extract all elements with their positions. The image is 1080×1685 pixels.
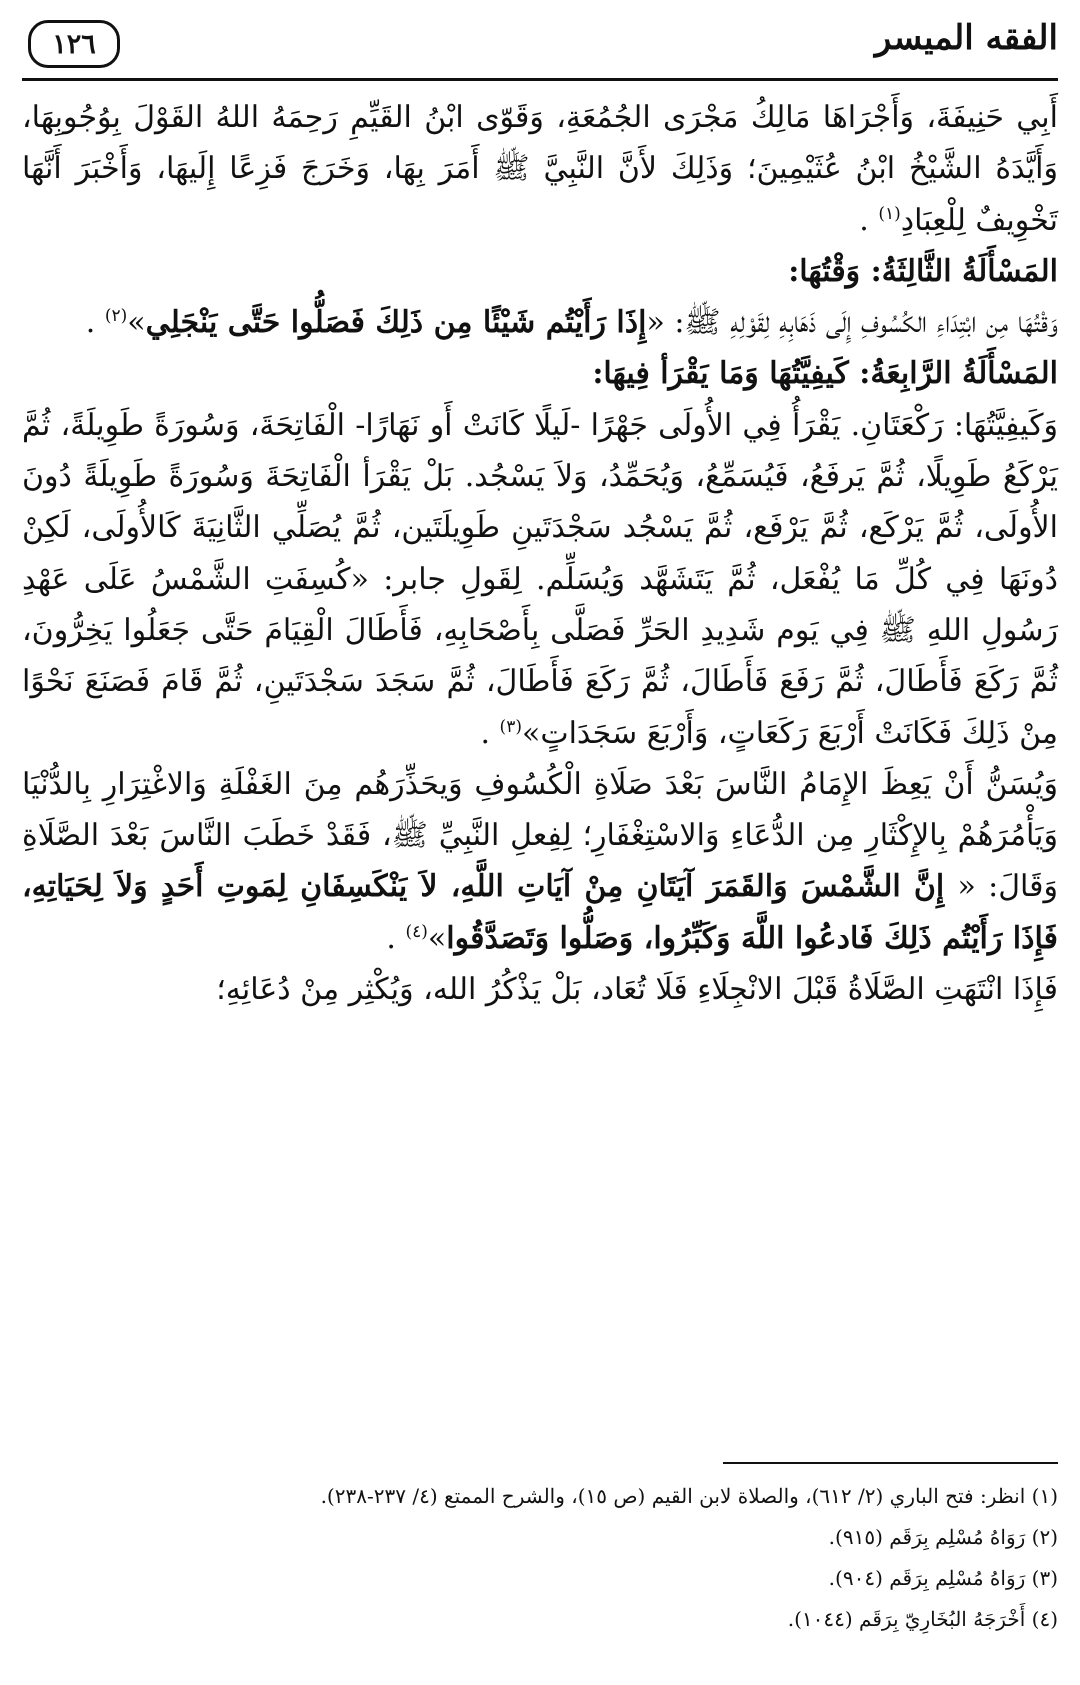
quote-close-3: » — [521, 715, 541, 751]
footnote-ref-1: (١) — [878, 203, 901, 224]
footnote-2: (٢) رَوَاهُ مُسْلِم بِرَقَم (٩١٥). — [828, 1525, 1058, 1549]
footnotes — [22, 1476, 1058, 1640]
paragraph-3-text: وَكَيفِيَّتُهَا: رَكْعَتَانِ. يَقْرَأُ فِي الأُولَى جَهْرًا -لَيلًا كَانَتْ أَو نَهَارًا- الْفَاتِحَةَ، وَسُورَةً طَوِيلَةً، ثُمَّ يَرْكَعُ طَوِيلًا، ثُمَّ يَرفَعُ، فَيُسَمِّعُ، وَيُحَمِّدُ، وَلاَ يَسْجُد. بَلْ يَقْرَأ الْفَاتِحَةَ وَسُورَةً طَوِيلَةً دُونَ الأُولَى، ثُمَّ يَرْكَع، ثُمَّ يَرْفَع، ثُمَّ يَسْجُد سَجْدَتَينِ طَوِيلَتَين، ثُمَّ يُصَلِّي الثَّانِيَةَ كَالأُولَى، لَكِنْ دُونَهَا فِي كُلِّ مَا يُفْعَل، ثُمَّ يَتَشَهَّد وَيُسَلِّم. لِقَولِ جابر: « — [22, 407, 1059, 597]
main-text — [22, 92, 1058, 1015]
hadith-quote-2: إِذَا رَأَيْتُم شَيْئًا مِن ذَلِكَ فَصَلُّوا حَتَّى يَنْجَلِي — [145, 305, 647, 341]
section-heading-3: المَسْأَلَةُ الثَّالِثَةُ: وَقْتُهَا: — [788, 253, 1058, 289]
hadith-quote-3: كُسِفَتِ الشَّمْسُ عَلَى عَهْدِ رَسُولِ اللهِ ﷺ فِي يَوم شَدِيدِ الحَرِّ فَصَلَّى بِأَصْحَابِهِ، فَأَطَالَ الْقِيَامَ حَتَّى جَعَلُوا يَخِرُّونَ، ثُمَّ رَكَعَ فَأَطَالَ، ثُمَّ رَفَعَ فَأَطَالَ، ثُمَّ رَكَعَ فَأَطَالَ، ثُمَّ سَجَدَ سَجْدَتَينِ، ثُمَّ قَامَ فَصَنَعَ نَحْوًا مِنْ ذَلِكَ فَكَانَتْ أَرْبَعَ رَكَعَاتٍ، وَأَرْبَعَ سَجَدَاتٍ — [22, 561, 1058, 751]
book-title: الفقه الميسر — [874, 18, 1058, 58]
paragraph-1-text: أَبِي حَنِيفَةَ، وَأَجْرَاهَا مَالِكُ مَجْرَى الجُمُعَةِ، وَقَوّى ابْنُ القَيِّمِ رَحِمَهُ اللهُ القَوْلَ بِوُجُوبِهَا، وَأَيَّدَهُ الشَّيْخُ ابْنُ عُثَيْمِينَ؛ وَذَلِكَ لأَنَّ النَّبِيَّ ﷺ أَمَرَ بِهَا، وَخَرَجَ فَزِعًا إِلَيهَا، وَأَخْبَرَ أَنَّهَا تَخْوِيفٌ لِلْعِبَادِ — [22, 100, 1058, 238]
page-number: ١٢٦ — [52, 28, 96, 60]
footnote-ref-4: (٤) — [405, 921, 428, 942]
footnote-divider — [723, 1462, 1058, 1464]
footnote-ref-3: (٣) — [499, 716, 522, 737]
paragraph-1: أَبِي حَنِيفَةَ، وَأَجْرَاهَا مَالِكُ مَجْرَى الجُمُعَةِ، وَقَوّى ابْنُ القَيِّمِ رَحِمَهُ اللهُ القَوْلَ بِوُجُوبِهَا، وَأَيَّدَهُ الشَّيْخُ ابْنُ عُثَيْمِينَ؛ وَذَلِكَ لأَنَّ النَّبِيَّ ﷺ أَمَرَ بِهَا، وَخَرَجَ فَزِعًا إِلَيهَا، وَأَخْبَرَ أَنَّهَا تَخْوِيفٌ لِلْعِبَادِ$^{(١)}$ . — [22, 100, 1058, 238]
footnote-3: (٣) رَوَاهُ مُسْلِم بِرَقَم (٩٠٤). — [828, 1566, 1058, 1590]
page-number-badge — [28, 20, 120, 68]
paragraph-2: وَقْتُهَا مِن ابْتِدَاءِ الكُسُوفِ إِلَى ذَهَابِهِ لِقَوْلِهِ ﷺ: «إِذَا رَأَيْتُم شَيْئًا مِن ذَلِكَ فَصَلُّوا حَتَّى يَنْجَلِي»$^{(٢)}$ . — [85, 305, 1058, 341]
footnote-ref-2: (٢) — [104, 306, 128, 327]
footnote-1: (١) انظر: فتح الباري (٢/ ٦١٢)، والصلاة لابن القيم (ص ١٥)، والشرح الممتع (٤/ ٢٣٧-٢٣٨). — [320, 1484, 1058, 1508]
page-header — [22, 8, 1058, 84]
header-divider — [22, 78, 1058, 81]
quote-close-2: » — [127, 305, 146, 341]
paragraph-2-text: وَقْتُهَا مِن ابْتِدَاءِ الكُسُوفِ إِلَى ذَهَابِهِ لِقَوْلِهِ ﷺ: « — [646, 305, 1058, 341]
quote-close-4: » — [427, 920, 447, 956]
hadith-quote-4: إِنَّ الشَّمْسَ وَالقَمَرَ آيَتَانِ مِنْ آيَاتِ اللَّهِ، لاَ يَنْكَسِفَانِ لِمَوتِ أَحَدٍ وَلاَ لِحَيَاتِهِ، فَإِذَا رَأَيْتُم ذَلِكَ فَادعُوا اللَّهَ وَكَبِّرُوا، وَصَلُّوا وَتَصَدَّقُوا — [22, 869, 1058, 956]
section-heading-4: المَسْأَلَةُ الرَّابِعَةُ: كَيفِيَّتُهَا وَمَا يَقْرَأ فِيهَا: — [592, 356, 1058, 392]
paragraph-4: وَيُسَنُّ أَنْ يَعِظَ الإِمَامُ النَّاسَ بَعْدَ صَلَاةِ الْكُسُوفِ وَيحَذِّرَهُم مِنَ الغَفْلَةِ وَالاغْتِرَارِ بِالدُّنْيَا وَيَأْمُرَهُمْ بِالإِكْثَارِ مِن الدُّعَاءِ وَالاسْتِغْفَارِ؛ لِفِعلِ النَّبِيِّ ﷺ، فَقَدْ خَطَبَ النَّاسَ بَعْدَ الصَّلَاةِ وَقَالَ: « إِنَّ الشَّمْسَ وَالقَمَرَ آيَتَانِ مِنْ آيَاتِ اللَّهِ، لاَ يَنْكَسِفَانِ لِمَوتِ أَحَدٍ وَلاَ لِحَيَاتِهِ، فَإِذَا رَأَيْتُم ذَلِكَ فَادعُوا اللَّهَ وَكَبِّرُوا، وَصَلُّوا وَتَصَدَّقُوا»$^{(٤)}$ . — [22, 766, 1058, 956]
paragraph-4-text: وَيُسَنُّ أَنْ يَعِظَ الإِمَامُ النَّاسَ بَعْدَ صَلَاةِ الْكُسُوفِ وَيحَذِّرَهُم مِنَ الغَفْلَةِ وَالاغْتِرَارِ بِالدُّنْيَا وَيَأْمُرَهُمْ بِالإِكْثَارِ مِن الدُّعَاءِ وَالاسْتِغْفَارِ؛ لِفِعلِ النَّبِيِّ ﷺ، فَقَدْ خَطَبَ النَّاسَ بَعْدَ الصَّلَاةِ وَقَالَ: « — [22, 766, 1058, 905]
paragraph-5: فَإِذَا انْتَهَتِ الصَّلَاةُ قَبْلَ الانْجِلَاءِ فَلَا تُعَاد، بَلْ يَذْكُرُ الله، وَيُكْثِر مِنْ دُعَائِهِ؛ — [216, 972, 1058, 1008]
paragraph-3: وَكَيفِيَّتُهَا: رَكْعَتَانِ. يَقْرَأُ فِي الأُولَى جَهْرًا -لَيلًا كَانَتْ أَو نَهَارًا- الْفَاتِحَةَ، وَسُورَةً طَوِيلَةً، ثُمَّ يَرْكَعُ طَوِيلًا، ثُمَّ يَرفَعُ، فَيُسَمِّعُ، وَيُحَمِّدُ، وَلاَ يَسْجُد. بَلْ يَقْرَأ الْفَاتِحَةَ وَسُورَةً طَوِيلَةً دُونَ الأُولَى، ثُمَّ يَرْكَع، ثُمَّ يَرْفَع، ثُمَّ يَسْجُد سَجْدَتَينِ طَوِيلَتَين، ثُمَّ يُصَلِّي الثَّانِيَةَ كَالأُولَى، لَكِنْ دُونَهَا فِي كُلِّ مَا يُفْعَل، ثُمَّ يَتَشَهَّد وَيُسَلِّم. لِقَولِ جابر: «كُسِفَتِ الشَّمْسُ عَلَى عَهْدِ رَسُولِ اللهِ ﷺ فِي يَوم شَدِيدِ الحَرِّ فَصَلَّى بِأَصْحَابِهِ، فَأَطَالَ الْقِيَامَ حَتَّى جَعَلُوا يَخِرُّونَ، ثُمَّ رَكَعَ فَأَطَالَ، ثُمَّ رَفَعَ فَأَطَالَ، ثُمَّ رَكَعَ فَأَطَالَ، ثُمَّ سَجَدَ سَجْدَتَينِ، ثُمَّ قَامَ فَصَنَعَ نَحْوًا مِنْ ذَلِكَ فَكَانَتْ أَرْبَعَ رَكَعَاتٍ، وَأَرْبَعَ سَجَدَاتٍ»$^{(٣)}$ . — [22, 407, 1059, 751]
footnote-4: (٤) أَخْرَجَهُ البُخَارِيّ بِرَقَم (١٠٤٤). — [787, 1607, 1058, 1631]
